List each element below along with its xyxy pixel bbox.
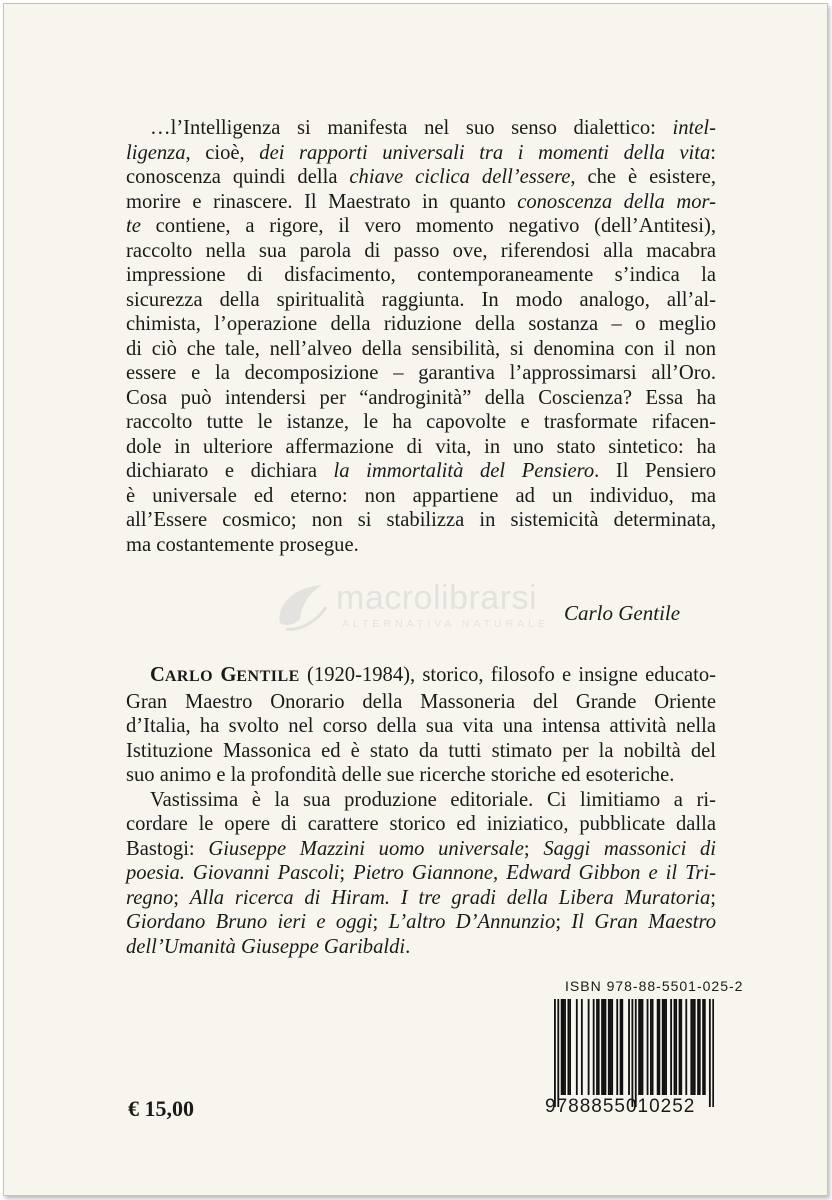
barcode-bar	[631, 999, 633, 1107]
text-run: , che è esistere,	[570, 166, 716, 188]
italic-run: Il Gran Maestro	[571, 911, 717, 933]
text-run: .	[405, 935, 411, 958]
text-line	[126, 312, 716, 337]
barcode-bar	[685, 999, 687, 1095]
italic-run: Saggi massonici di	[543, 837, 716, 860]
text-line	[126, 239, 716, 264]
barcode-bar	[638, 999, 640, 1095]
text-run: cordare le opere di carattere storico ed iniziatico, pubblicate dalla	[126, 813, 716, 835]
macrolibrarsi-watermark	[272, 579, 582, 635]
text-run: dole in ulteriore affermazione di vita, in uno stato sintetico: ha	[126, 435, 716, 458]
barcode-bar	[628, 999, 630, 1095]
italic-run: Giordano Bruno ieri e oggi	[126, 911, 373, 933]
text-run: chimista, l’operazione della riduzione della sostanza – o meglio	[126, 313, 716, 335]
text-run: d’Italia, ha svolto nel corso della sua vita una intensa attività nella	[126, 715, 716, 737]
price: € 15,00	[128, 1096, 194, 1121]
text-line	[126, 861, 716, 886]
author-name-part: C	[150, 664, 165, 686]
text-line	[126, 812, 716, 837]
text-run: conoscenza quindi della	[126, 166, 350, 188]
text-line	[126, 214, 716, 239]
italic-run: te	[126, 215, 141, 237]
barcode-bar	[670, 999, 672, 1095]
text-line	[126, 386, 716, 411]
italic-run: dell’Umanità Giuseppe Garibaldi	[126, 935, 406, 958]
italic-run: chiave ciclica dell’essere	[349, 166, 571, 188]
text-run: Gran Maestro Onorario della Massoneria del Grande Oriente	[126, 690, 716, 713]
text-line	[126, 263, 716, 288]
barcode-bar	[640, 999, 642, 1095]
text-run: Vastissima è la sua produzione editoriale. Ci limitiamo a ri-	[150, 788, 716, 811]
text-line	[126, 690, 716, 715]
text-run: di ciò che tale, nell’alveo della sensibilità, si denomina con il non	[126, 337, 716, 360]
barcode-bar	[690, 999, 692, 1095]
text-line	[126, 739, 716, 764]
italic-run: ligenza	[126, 141, 186, 164]
author-name	[150, 664, 300, 686]
italic-run: conoscenza della mor-	[517, 190, 716, 213]
italic-run: Alla ricerca di Hiram. I tre gradi della Libera Muratoria	[189, 886, 711, 909]
barcode-bar	[621, 999, 623, 1095]
isbn-label: ISBN 978-88-5501-025-2	[565, 978, 744, 994]
text-line	[126, 435, 716, 460]
quote-signature: Carlo Gentile	[564, 601, 681, 625]
barcode-bar	[679, 999, 681, 1095]
text-line	[126, 116, 716, 141]
text-run: Cosa può intendersi per “androginità” della Coscienza? Essa ha	[126, 386, 716, 409]
barcode-bar	[663, 999, 665, 1095]
barcode-bar	[610, 999, 612, 1095]
text-run: Bastogi:	[126, 837, 209, 860]
quote-paragraph	[126, 116, 716, 557]
barcode-bar	[561, 999, 563, 1095]
barcode-bar	[675, 999, 677, 1095]
barcode-bar	[564, 999, 566, 1095]
text-line	[126, 910, 716, 935]
italic-run: Giuseppe Mazzini uomo universale	[208, 837, 524, 860]
barcode-bar	[562, 999, 564, 1095]
text-line	[126, 508, 716, 533]
italic-run: regno	[126, 886, 174, 909]
barcode-bar	[647, 999, 649, 1095]
barcode-bar	[662, 999, 664, 1095]
text-run: sicurezza della spiritualità raggiunta. In modo analogo, all’al-	[126, 288, 716, 311]
text-line	[126, 763, 716, 788]
barcode-bar	[642, 999, 644, 1095]
barcode-bar	[665, 999, 667, 1095]
barcode-bar	[616, 999, 618, 1095]
text-line	[126, 190, 716, 215]
text-run: ;	[339, 862, 354, 884]
text-line	[126, 886, 716, 911]
text-line	[126, 410, 716, 435]
barcode-bar	[601, 999, 603, 1095]
text-line	[126, 935, 716, 960]
barcode-bar	[557, 999, 559, 1107]
barcode-bar	[692, 999, 694, 1095]
italic-run: intel-	[672, 117, 716, 139]
text-run: è universale ed eterno: non appartiene ad un individuo, ma	[126, 484, 716, 507]
barcode-bar	[658, 999, 660, 1095]
barcode-bar	[702, 999, 704, 1095]
author-bio	[126, 663, 716, 959]
barcode-bar	[605, 999, 607, 1095]
barcode-bar	[603, 999, 605, 1095]
text-line	[126, 663, 716, 690]
text-run: (1920-1984), storico, filosofo e insigne educato-	[299, 664, 716, 686]
text-run: dichiarato e dichiara	[126, 460, 334, 482]
text-run: raccolto tutte le istanze, le ha capovolte e trasformate rifacen-	[126, 411, 716, 433]
text-line	[126, 337, 716, 362]
text-run: . Il Pensiero	[594, 460, 716, 482]
barcode-bar	[581, 999, 583, 1095]
barcode-bar	[657, 999, 659, 1095]
barcode-bar	[576, 999, 578, 1095]
barcode-bar	[567, 999, 569, 1095]
barcode-bar	[697, 999, 699, 1095]
text-run: ;	[555, 911, 572, 933]
author-name-part: ENTILE	[236, 668, 300, 685]
leaf-swirl-icon	[272, 579, 332, 635]
text-run: Istituzione Massonica ed è stato da tutti stimato per la nobiltà del	[126, 739, 716, 762]
italic-run: Pietro Giannone, Edward Gibbon e il Tri-	[353, 862, 716, 884]
barcode-bar	[569, 999, 571, 1095]
barcode-bar	[704, 999, 706, 1095]
text-run: impressione di disfacimento, contemporaneamente s’indica la	[126, 264, 716, 286]
text-line	[126, 484, 716, 509]
barcode-bar	[712, 999, 714, 1107]
text-line	[126, 165, 716, 190]
barcode-bar	[635, 999, 637, 1107]
text-run: …l’Intelligenza si manifesta nel suo senso dialettico:	[150, 117, 673, 139]
barcode-bar	[699, 999, 701, 1095]
text-line	[126, 533, 716, 558]
italic-run: L’altro D’Annunzio	[388, 911, 556, 933]
text-run: ;	[523, 837, 544, 860]
barcode-bar	[709, 999, 711, 1107]
text-line	[126, 361, 716, 386]
text-run: ;	[173, 886, 190, 909]
quote-block	[126, 116, 716, 557]
italic-run: dei rapporti universali tra i momenti della vita	[259, 141, 711, 164]
barcode-bar	[611, 999, 613, 1095]
barcode	[554, 999, 714, 1107]
author-name-part: ARLO	[164, 668, 214, 685]
text-line	[126, 141, 716, 166]
italic-run: poesia. Giovanni Pascoli	[126, 862, 340, 884]
barcode-bar	[694, 999, 696, 1095]
text-run: suo animo e la profondità delle sue ricerche storiche ed esoteriche.	[126, 764, 675, 786]
text-run: ;	[710, 886, 716, 909]
barcode-bar	[588, 999, 590, 1095]
text-run: ma costantemente prosegue.	[126, 533, 359, 556]
barcode-bar	[620, 999, 622, 1095]
barcode-bar	[596, 999, 598, 1095]
ean-digits: 9788855010252	[545, 1096, 696, 1117]
barcode-bar	[650, 999, 652, 1095]
barcode-bar	[674, 999, 676, 1095]
text-run: ;	[372, 911, 389, 933]
text-line	[126, 288, 716, 313]
text-run: raccolto nella sua parola di passo ove, riferendosi alla macabra	[126, 239, 716, 262]
text-run: :	[710, 141, 716, 164]
barcode-bar	[608, 999, 610, 1095]
barcode-bar	[652, 999, 654, 1095]
bio-paragraph-1	[126, 663, 716, 788]
text-run: , cioè,	[185, 141, 260, 164]
barcode-bar	[598, 999, 600, 1095]
barcode-bar	[554, 999, 556, 1107]
text-run: essere e la decomposizione – garantiva l’approssimarsi all’Oro.	[126, 362, 716, 384]
text-line	[126, 837, 716, 862]
author-name-part: G	[220, 664, 237, 686]
barcode-bar	[680, 999, 682, 1095]
text-run: morire e rinascere. Il Maestrato in quanto	[126, 190, 518, 213]
text-line	[126, 459, 716, 484]
bio-paragraph-2	[126, 788, 716, 960]
watermark-tagline: ALTERNATIVA NATURALE	[342, 618, 549, 630]
text-line	[126, 788, 716, 813]
italic-run: la immortalità del Pensiero	[333, 460, 595, 482]
watermark-brand: macrolibrarsi	[336, 579, 538, 617]
text-line	[126, 714, 716, 739]
text-run: all’Essere cosmico; non si stabilizza in sistemicità determinata,	[126, 509, 716, 531]
book-back-cover	[3, 3, 828, 1196]
text-run: contiene, a rigore, il vero momento negativo (dell’Antitesi),	[140, 215, 716, 237]
barcode-bar	[593, 999, 595, 1095]
